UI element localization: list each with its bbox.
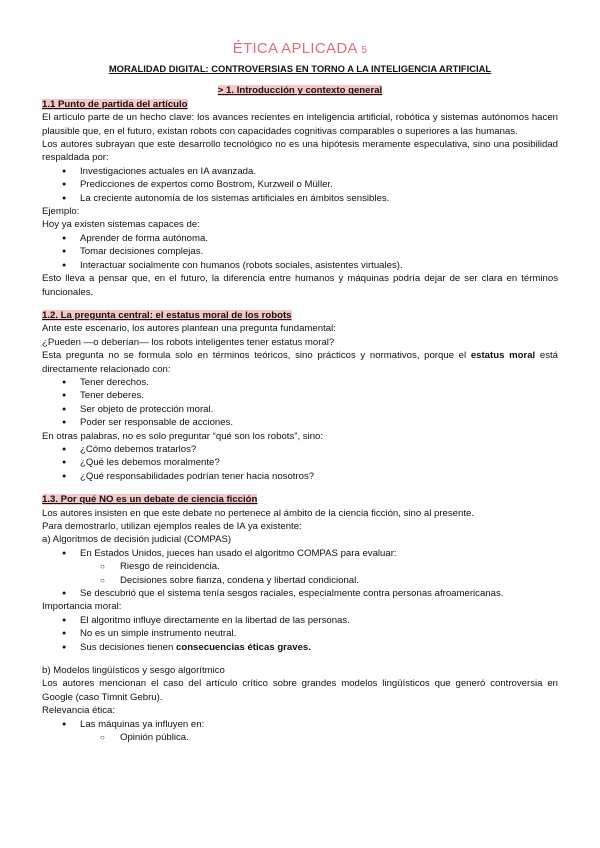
- document-title: [42, 40, 558, 60]
- list-item: ● ¿Cómo debemos tratarlos?: [42, 443, 558, 456]
- sub-list-item: ○ Riesgo de reincidencia.: [42, 560, 558, 573]
- section-1-heading: [42, 84, 558, 97]
- list-item: ● ¿Qué les debemos moralmente?: [42, 456, 558, 469]
- text-run: NO: [99, 494, 114, 506]
- bold-text: consecuencias éticas graves.: [176, 641, 311, 653]
- paragraph: El artículo parte de un hecho clave: los avances recientes en inteligencia artificial, robótica y sistemas autónomos hacen plausible que, en el futuro, existan robots con capacidades cognitivas comparables o superiores a las humanas.: [42, 112, 558, 137]
- section-1-1-heading: [42, 98, 558, 111]
- list-item: ● Interactuar socialmente con humanos (robots sociales, asistentes virtuales).: [42, 259, 558, 272]
- list-item: ● Predicciones de expertos como Bostrom, Kurzweil o Müller.: [42, 178, 558, 191]
- list-item: [42, 641, 558, 654]
- bullet-list: [42, 165, 558, 205]
- text-run: Esta pregunta no se formula solo en términos teóricos, sino prácticos y normativos, porque el: [42, 350, 471, 362]
- paragraph: Los autores insisten en que este debate no pertenece al ámbito de la ciencia ficción, sino al presente.: [42, 507, 474, 519]
- section-1-3-heading-text: [42, 494, 257, 505]
- paragraph: Importancia moral:: [42, 601, 122, 613]
- bold-text: estatus moral: [470, 350, 536, 362]
- title-text: ÉTICA APLICADA: [232, 40, 357, 57]
- text-run: está directamente relacionado con:: [42, 350, 558, 375]
- list-item: ● El algoritmo influye directamente en la libertad de las personas.: [42, 614, 558, 627]
- list-item: ● Poder ser responsable de acciones.: [42, 416, 558, 429]
- list-item: ● Ser objeto de protección moral.: [42, 403, 558, 416]
- paragraph: Los autores mencionan el caso del artículo crítico sobre grandes modelos lingüísticos que generó controversia en Google (caso Timnit Gebru).: [42, 678, 558, 703]
- list-item: ● En Estados Unidos, jueces han usado el algoritmo COMPAS para evaluar:: [42, 547, 558, 560]
- sub-list-item: ○ Decisiones sobre fianza, condena y libertad condicional.: [42, 574, 558, 587]
- section-1-1-heading-text: 1.1 Punto de partida del artículo: [42, 98, 188, 110]
- sub-list-item: ○ Opinión pública.: [42, 731, 558, 744]
- paragraph: b) Modelos lingüísticos y sesgo algorítmico: [42, 665, 225, 677]
- list-item: ● Tener deberes.: [42, 389, 558, 402]
- paragraph: Los autores subrayan que este desarrollo tecnológico no es una hipótesis meramente especulativa, sino una posibilidad respaldada por:: [42, 139, 558, 164]
- section-1-3-heading: [42, 493, 558, 506]
- paragraph: Ante este escenario, los autores plantean una pregunta fundamental:: [42, 323, 336, 335]
- paragraph: En otras palabras, no es solo preguntar “qué son los robots”, sino:: [42, 430, 324, 442]
- section-1-2-heading-text: 1.2. La pregunta central: el estatus moral de los robots: [42, 309, 292, 321]
- text-run: es un debate de ciencia ficción: [113, 494, 258, 506]
- bullet-list: [42, 376, 558, 430]
- section-1-heading-text: > 1. Introducción y contexto general: [217, 85, 383, 97]
- list-item: ● Tener derechos.: [42, 376, 558, 389]
- bullet-list: [42, 614, 558, 654]
- bullet-list: [42, 232, 558, 272]
- paragraph: a) Algoritmos de decisión judicial (COMPAS): [42, 534, 232, 546]
- title-number: 5: [361, 45, 368, 56]
- paragraph: Para demostrarlo, utilizan ejemplos reales de IA ya existente:: [42, 521, 302, 532]
- text-run: Sus decisiones tienen: [80, 641, 176, 653]
- list-item: ● Tomar decisiones complejas.: [42, 245, 558, 258]
- list-item: ● Se descubrió que el sistema tenía sesgos raciales, especialmente contra personas afroamericanas.: [42, 587, 558, 600]
- section-1-2-heading: [42, 309, 558, 322]
- list-item: ● Aprender de forma autónoma.: [42, 232, 558, 245]
- bullet-list: [42, 718, 558, 745]
- list-item: ● No es un simple instrumento neutral.: [42, 627, 558, 640]
- paragraph: Hoy ya existen sistemas capaces de:: [42, 219, 200, 231]
- paragraph: Ejemplo:: [42, 206, 80, 218]
- list-item: ● Investigaciones actuales en IA avanzada.: [42, 165, 558, 178]
- list-item: ● Las máquinas ya influyen en:: [42, 718, 558, 731]
- text-run: 1.3. Por qué: [42, 494, 100, 506]
- bullet-list: [42, 443, 558, 483]
- paragraph: Relevancia ética:: [42, 705, 116, 717]
- paragraph: [42, 349, 558, 376]
- paragraph: ¿Pueden —o deberían— los robots inteligentes tener estatus moral?: [42, 336, 335, 348]
- list-item: ● La creciente autonomía de los sistemas artificiales en ámbitos sensibles.: [42, 192, 558, 205]
- list-item: ● ¿Qué responsabilidades podrían tener hacia nosotros?: [42, 470, 558, 483]
- document-subtitle: MORALIDAD DIGITAL: CONTROVERSIAS EN TORNO A LA INTELIGENCIA ARTIFICIAL: [108, 63, 492, 74]
- paragraph: Esto lleva a pensar que, en el futuro, la diferencia entre humanos y máquinas podría dejar de ser clara en términos funcionales.: [42, 273, 558, 298]
- bullet-list: [42, 547, 558, 601]
